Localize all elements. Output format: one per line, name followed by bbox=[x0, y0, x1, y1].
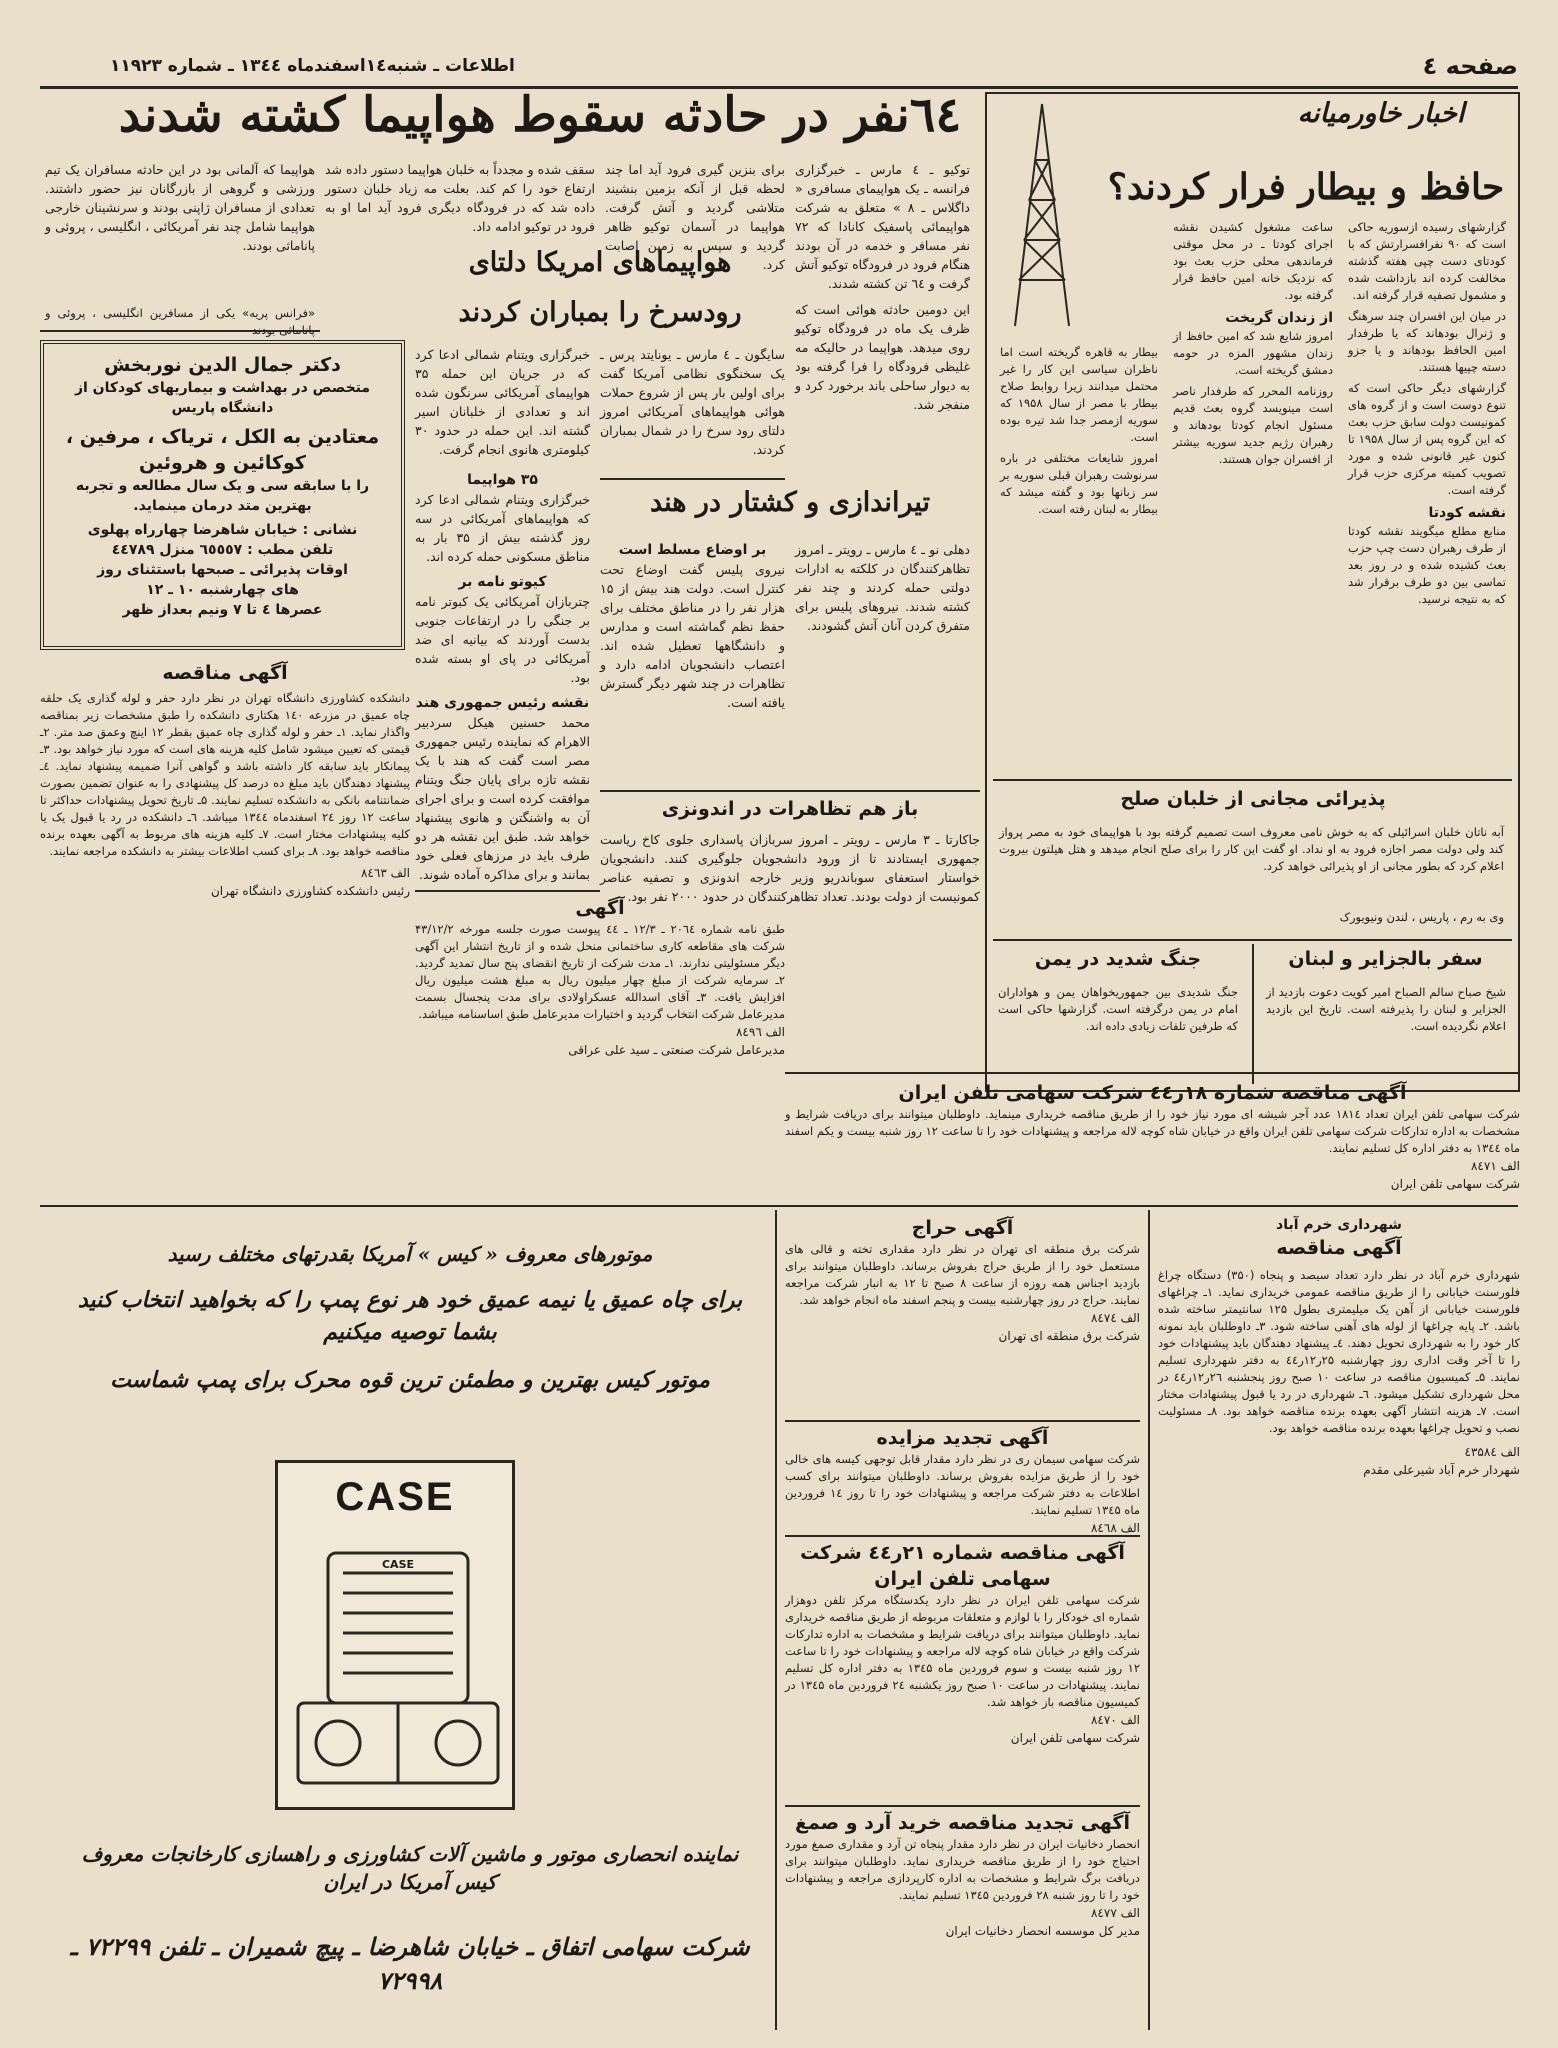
telephone-tender-21 bbox=[785, 1540, 1140, 1800]
company-notice bbox=[415, 895, 785, 1165]
khorramabad-tender bbox=[1158, 1215, 1520, 2030]
divider bbox=[785, 1072, 1520, 1074]
renewed-bid bbox=[785, 1425, 1140, 1535]
divider bbox=[600, 478, 785, 480]
khorramabad-body: شهرداری خرم آباد در نظر دارد تعداد سیصد و پنجاه (۳۵۰) دستگاه چراغ فلورسنت خیابانی را از طریق مناقصه عمومی خریداری نماید. ۱ـ چراغهای فلورسنت خیابانی از آهن یک میلیمتری بطول ۱۲۵ سانتیمتر ساخته شده باشد. ۲ـ پایه چراغها از لوله های آهنی ساخته شود. ۳ـ داوطلبان باید نمونه کار خود را به شهرداری تحویل دهند. ٤ـ پیشنهاد دهندگان باید پیشنهادات خود را تا آخر وقت اداری روز چهارشنبه ۲۵ر۱۲ر٤٤ به دفتر شهرداری تسلیم نمایند. ۵ـ کمیسیون مناقصه در ساعت ۱۰ صبح روز پنجشنبه ۲٦ر۱۲ر٤٤ در محل شهرداری تشکیل میشود. ٦ـ شهرداری در رد یا قبول پیشنهادات مختار است. ۷ـ هزینه انتشار آگهی بعهده برنده مناقصه خواهد بود. ۸ـ مسئولیت نصب و تحویل چراغها بعهده برنده مناقصه خواهد بود. bbox=[1158, 1268, 1521, 1435]
doctor-hours-3: عصرها ٤ تا ۷ ونیم بعداز ظهر bbox=[122, 602, 323, 618]
page-header bbox=[110, 52, 1518, 86]
engine-badge: CASE bbox=[368, 1558, 428, 1571]
algeria-headline: سفر بالجزایر و لبنان bbox=[1288, 948, 1483, 970]
vietnam-headline-2: رودسرخ را بمباران کردند bbox=[458, 297, 742, 328]
university-tender-ref: الف ۸٤٦٣ bbox=[360, 866, 410, 880]
university-tender-title: آگهی مناقصه bbox=[162, 662, 288, 684]
case-ad-line-5: شرکت سهامی اتفاق ـ خیابان شاهرضا ـ پیچ شمیران ـ تلفن ۷۲۲۹۹ ـ ۷۲۹۹۸ bbox=[70, 1932, 750, 1995]
yemen-text: جنگ شدیدی بین جمهوریخواهان یمن و هواداران امام در یمن درگرفته است. گزارشها حاکی است که طرفین تلفات زیادی داده اند. bbox=[998, 985, 1238, 1033]
vietnam-body-2: خبرگزاری ویتنام شمالی ادعا کرد که در جریان این حمله ۳۵ هواپیمای آمریکائی سرنگون شده اند و تعدادی از خلبانان اسیر گشته اند. این حمله در حدود ۳۰ کیلومتری هانوی انجام گرفت. bbox=[415, 347, 590, 457]
india-col-2: بر اوضاع مسلط است نیروی پلیس گفت اوضاع تحت کنترل است. دولت هند بیش از ۱۵ هزار نفر را در مناطق مختلف برای حفظ نظم گماشته است و مدارس و دانشگاهها تعطیل شده اند. اعتصاب دانشجویان ادامه دارد و تظاهرات در چند شهر دیگر گسترش یافته است. bbox=[600, 542, 785, 710]
auction-body: شرکت برق منطقه ای تهران در نظر دارد مقداری تخته و قالی های مستعمل خود را از طریق حراج بفروش برساند. داوطلبان میتوانند برای بازدید اجناس همه روزه از ساعت ۸ صبح تا ۱۲ به انبار شرکت مراجعه نمایند. حراج در روز چهارشنبه بیست و پنجم اسفند ماه انجام خواهد شد. bbox=[785, 1242, 1140, 1307]
auction-signature: شرکت برق منطقه ای تهران bbox=[998, 1329, 1140, 1343]
india-body-1: دهلی نو ـ ٤ مارس ـ رویتر ـ امروز تظاهرکنندگان در کلکته به ادارات دولتی حمله کردند و چند نفر کشته شدند. نیروهای پلیس برای متفرق کردن آنان آتش گشودند. bbox=[795, 542, 970, 633]
welcome-pilot-text: آبه ناتان خلبان اسرائیلی که به خوش نامی معروف است تصمیم گرفته بود با هواپیمای خود به مصر پرواز کند ولی دولت مصر اجازه فرود به او نداد. او گفت این کار را برای صلح انجام میدهد و هتل هیلتون بیروت اعلام کرد که بطور مجانی از او پذیرائی خواهد کرد. bbox=[999, 825, 1504, 873]
doctor-line-1: معتادین به الکل ، تریاک ، مرفین ، bbox=[65, 426, 380, 448]
indonesia-body: جاکارتا ـ ۳ مارس ـ رویتر ـ امروز سربازان پاسداری جلوی کاخ ریاست جمهوری ایستادند تا از ورود دانشجویان جلوگیری کنند. دانشجویان خواستار استعفای سوباندریو وزیر خارجه اندونزی و تصفیه عناصر کمونیست از دولت بودند. تعداد تظاهرکنندگان در حدود ۲۰۰۰ نفر بود. bbox=[600, 832, 981, 904]
khorramabad-signature: شهردار خرم آباد شیرعلی مقدم bbox=[1363, 1463, 1520, 1477]
crash-col-a: توکیو ـ ٤ مارس ـ خبرگزاری فرانسه ـ یک هواپیمای مسافری « داگلاس ـ ۸ » متعلق به شرکت هواپیمائی پاسفیک کانادا که ۷۲ نفر مسافر و خدمه در آن بودند هنگام فرود در فرودگاه توکیو آتش گرفت و ٦٤ تن کشته شدند. bbox=[795, 162, 970, 291]
case-tractor-illustration bbox=[275, 1460, 515, 1810]
tractor-engine-icon bbox=[288, 1533, 508, 1803]
crash-col-d: سقف شده و مجدداً به خلبان هواپیما دستور داده شد ارتفاع خود را کم کند. بعلت مه زیاد خلبان دستور داده شد که در فرودگاه دیگری فرود آید اما او به فرود در توکیو ادامه داد. bbox=[325, 162, 595, 234]
middle-east-col-3: بیطار به قاهره گریخته است اما ناظران سیاسی این کار را غیر محتمل میدانند زیرا روابط صلاح بیطار با مصر از سال ۱۹۵۸ که سوریه ازمصر جدا شد تیره بوده است. امروز شایعات مختلفی در باره سرنوشت رهبران قبلی سوریه بر سر زبانها بود و گفته میشد که بیطار به لبنان رفته است. bbox=[1000, 345, 1159, 516]
crash-col-c: برای بنزین گیری فرود آید اما چند لحظه قبل از آنکه بزمین بنشیند متلاشی گردید و آتش گرفت. هواپیما در آسمان توکیو ظاهر گردید و سپس به زمین اصابت کرد. bbox=[605, 162, 785, 272]
divider bbox=[785, 1420, 1140, 1422]
case-ad-line-2: برای چاه عمیق یا نیمه عمیق خود هر نوع پمپ را که بخواهید انتخاب کنید بشما توصیه میکنیم bbox=[77, 1287, 743, 1345]
vietnam-headline-1: هواپیماهای امریکا دلتای bbox=[468, 247, 732, 278]
sub-prison-escape: از زندان گریخت bbox=[1225, 310, 1333, 326]
case-ad-line-4: نماینده انحصاری موتور و ماشین آلات کشاورزی و راهسازی کارخانجات معروف کیس آمریکا در ایران bbox=[81, 1842, 739, 1894]
divider bbox=[775, 1210, 777, 2030]
notice-title: آگهی bbox=[575, 897, 625, 919]
sub-coup-plan: نقشه کودتا bbox=[1428, 505, 1506, 521]
auction-notice bbox=[785, 1215, 1140, 1415]
auction-ref: الف ۸٤۷٤ bbox=[1090, 1311, 1140, 1325]
doctor-line-2: کوکائین و هروئین bbox=[139, 452, 306, 474]
divider bbox=[40, 1205, 1518, 1207]
notice-ref: الف ۸٤۹٦ bbox=[735, 1025, 785, 1039]
university-tender-signature: رئیس دانشکده کشاورزی دانشگاه تهران bbox=[210, 884, 410, 898]
case-logo: CASE bbox=[335, 1475, 455, 1519]
telephone-21-ref: الف ۸٤۷۰ bbox=[1090, 1713, 1140, 1727]
doctor-name: دکتر جمال الدین نوربخش bbox=[104, 354, 341, 376]
telephone-18-ref: الف ۸٤۷۱ bbox=[1470, 1159, 1520, 1173]
doctor-hours-2: های چهارشنبه ۱۰ ـ ۱۲ bbox=[146, 582, 299, 598]
middle-east-section bbox=[985, 92, 1520, 1092]
doctor-hours-1: اوقات پذیرائی ـ صبحها باستثنای روز bbox=[97, 562, 348, 578]
algeria-text: شیخ صباح سالم الصباح امیر کویت دعوت بازدید از الجزایر و لبنان را پذیرفته است. تاریخ این بازدید اعلام نگردیده است. bbox=[1266, 985, 1506, 1033]
yemen-headline: جنگ شدید در یمن bbox=[1034, 948, 1202, 970]
divider bbox=[415, 890, 600, 892]
telephone-21-body: شرکت سهامی تلفن ایران در نظر دارد یکدستگاه مرکز تلفن دوهزار شماره ای خودکار را با لوازم و متعلقات مربوطه از طریق مناقصه خریداری نماید. داوطلبان میتوانند برای دریافت شرایط و مشخصات به اداره تدارکات شرکت واقع در خیابان شاه کوچه لاله مراجعه و پیشنهادات خود را تا ساعت ۱۲ روز شنبه بیست و سوم فروردین ماه ۱۳٤۵ به دفتر اداره کل تسلیم نمایند. پیشنهادات در ساعت ۱۰ صبح روز یکشنبه ۲٤ فروردین ماه ۱۳٤۵ در کمیسیون مناقصه باز خواهد شد. bbox=[785, 1593, 1140, 1709]
tobacco-signature: مدیر کل موسسه انحصار دخانیات ایران bbox=[945, 1924, 1140, 1938]
divider bbox=[785, 1535, 1140, 1537]
tobacco-ref: الف ۸٤۷۷ bbox=[1090, 1906, 1140, 1920]
vietnam-body-1: سایگون ـ ٤ مارس ـ یونایتد پرس ـ یک سخنگوی نظامی آمریکا گفت برای اولین بار پس از شروع حملات هوائی هواپیماهای آمریکائی امروز دلتای رود سرخ را در شمال بمباران کردند. bbox=[600, 347, 785, 457]
vietnam-col-2: ۳۵ هواپیما خبرگزاری ویتنام شمالی ادعا کرد که هواپیماهای آمریکائی در سه روز گذشته بیش از ۳۵ بار به مناطق مسکونی حمله کرده اند. کیوتو نامه بر چتربازان آمریکائی یک کبوتر نامه بر جنگی را در ارتفاعات جنوبی بدست آوردند که بیانیه ای ضد آمریکائی در پای او بسته شده بود. نقشه رئیس جمهوری هند محمد حسنین هیکل سردبیر الاهرام که نماینده رئیس جمهوری مصر است گفت که هند با یک نقشه تازه برای پایان جنگ ویتنام موافقت کرده است و برای اجرای آن به واشنگتن و هانوی پیشنهاد خواهد شد. طبق این نقشه هر دو طرف باید در مرزهای فعلی خود بمانند و برای مذاکره آماده شوند. bbox=[415, 472, 590, 882]
khorramabad-title: آگهی مناقصه bbox=[1276, 1237, 1402, 1259]
middle-east-headline: حافظ و بیطار فرار کردند؟ bbox=[1107, 166, 1505, 208]
page-number: صفحه ٤ bbox=[1422, 52, 1518, 80]
telephone-tender-18 bbox=[785, 1080, 1520, 1191]
sub-situation: بر اوضاع مسلط است bbox=[618, 542, 767, 558]
welcome-pilot-headline: پذیرائی مجانی از خلبان صلح bbox=[1120, 788, 1386, 810]
notice-body: طبق نامه شماره ۲۰٦٤ ـ ۱۲/۳ ـ ٤٤ پیوست صورت جلسه مورخه ۴۳/۱۲/۲ شرکت های مقاطعه کاری ساختمانی منحل شده و از تاریخ انتشار این آگهی دیگر مسئولیتی ندارند. ۱ـ مدت شرکت از تاریخ انقضای پنج سال تمدید گردید. ۲ـ سرمایه شرکت از مبلغ چهار میلیون ریال به مبلغ هشت میلیون ریال افزایش یافت. ۳ـ آقای اسدالله عسکراولادی برای مدت پنجسال بسمت مدیرعامل شرکت انتخاب گردید و اختیارات مدیرعامل طبق اساسنامه میباشد. bbox=[415, 922, 785, 1021]
telephone-21-title: آگهی مناقصه شماره ۲۱ر٤٤ شرکت سهامی تلفن ایران bbox=[800, 1542, 1125, 1590]
telephone-18-title: آگهی مناقصه شماره ۱۸ر٤٤ شرکت سهامی تلفن ایران bbox=[898, 1082, 1407, 1104]
crash-col-e: هواپیما که آلمانی بود در این حادثه مسافران یک تیم ورزشی و گروهی از بازرگانان نیز حضور داشتند. تعدادی از مسافران ژاپنی بودند و سرنشینان خارجی هواپیما شامل چند نفر آمریکائی ، انگلیسی ، پروئی و پاناماثی بودند. bbox=[45, 162, 315, 253]
telephone-21-signature: شرکت سهامی تلفن ایران bbox=[1010, 1731, 1140, 1745]
main-headline: ٦٤نفر در حادثه سقوط هواپیما کشته شدند bbox=[118, 87, 962, 143]
crash-col-b: این دومین حادثه هوائی است که ظرف یک ماه در فرودگاه توکیو روی میدهد. هواپیما در حالیکه مه غلیظی فرودگاه را فرا گرفته بود به دیوار ساحلی باند برخورد کرد و منفجر شد. bbox=[795, 302, 970, 412]
divider bbox=[993, 779, 1512, 781]
university-tender-body: دانشکده کشاورزی دانشگاه تهران در نظر دارد حفر و لوله گذاری یک حلقه چاه عمیق در مزرعه ۱٤۰ هکتاری دانشکده را طبق مشخصات زیر بمناقصه واگذار نماید. ۱ـ حفر و لوله گذاری چاه عمیق بقطر ۱۲ اینچ وعمق صد متر. ۲ـ قیمتی که تعیین میشود شامل کلیه هزینه های است که مورد نیاز خواهد بود. ۳ـ پیمانکار باید سابقه کار داشته باشد و گواهی آنرا ضمیمه پیشنهاد نماید. ٤ـ پیشنهاد دهندگان باید مبلغ ده درصد کل پیشنهادی را به عنوان تضمین بصورت ضمانتنامه بانکی به دانشکده تسلیم نمایند. ۵ـ تاریخ تحویل پیشنهادات حداکثر تا ساعت ۱۲ روز ۲٤ اسفندماه ۱۳٤٤ میباشد. ٦ـ دانشکده در رد یا قبول یک یا کلیه پیشنهادات مختار است. ۷ـ کلیه هزینه های مربوط به آگهی بعهده برنده مناقصه خواهد بود. ۸ـ برای کسب اطلاعات بیشتر به دانشکده مراجعه نمایند. bbox=[40, 691, 411, 858]
doctor-ad bbox=[40, 340, 405, 650]
divider bbox=[1148, 1210, 1150, 2030]
renewed-bid-ref: الف ۸٤٦۸ bbox=[1090, 1521, 1140, 1535]
section-title: اخبار خاورمیانه bbox=[1297, 98, 1465, 129]
telephone-18-signature: شرکت سهامی تلفن ایران bbox=[1390, 1177, 1520, 1191]
sub-india-plan: نقشه رئیس جمهوری هند bbox=[415, 695, 590, 711]
middle-east-col-1: گزارشهای رسیده ازسوریه حاکی است که ۹۰ نفرافسرارتش که با کودتای دست چپی هفته گذشته مخالفت کرده اند بازداشت شده و مشمول تصفیه قرار گرفته اند. در میان این افسران چند سرهنگ و ژنرال بودهاند که یا طرفدار امین الحافظ بودهاند و یا جزو دسته چپیها هستند. گزارشهای دیگر حاکی است که تنوع دوست است و از گروه های کمونیست دولت سابق حزب بعث که این گروه پس از سال ۱۹۵۸ تا کنون غیر قانونی شده و مورد تصویب کمیته مرکزی حزب قرار گرفته است. نقشه کودتا منابع مطلع میگویند نقشه کودتا از طرف رهبران دست چپ حزب بعث کشیده شده و در روز بعد تماسی بین دو طرف برقرار شد که به نتیجه نرسید. bbox=[1348, 220, 1506, 606]
divider bbox=[1252, 944, 1254, 1084]
divider bbox=[785, 1805, 1140, 1807]
doctor-phone: تلفن مطب : ٦٥٥٥۷ منزل ٤٤۷۸۹ bbox=[111, 542, 334, 558]
renewed-bid-title: آگهی تجدید مزایده bbox=[876, 1427, 1049, 1449]
india-headline: تیراندازی و کشتار در هند bbox=[649, 487, 931, 518]
case-ad-line-3: موتور کیس بهترین و مطمئن ترین قوه محرک برای پمپ شماست bbox=[110, 1367, 710, 1393]
divider bbox=[600, 790, 980, 792]
oil-derrick-icon bbox=[1007, 100, 1077, 330]
crash-col-e-tail: «فرانس پریه» یکی از مسافرین انگلیسی ، پروئی و bbox=[45, 306, 315, 320]
tobacco-title: آگهی تجدید مناقصه خرید آرد و صمغ bbox=[795, 1812, 1130, 1834]
notice-signature: مدیرعامل شرکت صنعتی ـ سید علی عراقی bbox=[568, 1043, 785, 1057]
welcome-pilot-end: وی به رم ، پاریس ، لندن ونیویورک bbox=[1339, 910, 1504, 924]
telephone-18-body: شرکت سهامی تلفن ایران تعداد ۱۸۱٤ عدد آجر شیشه ای مورد نیاز خود را از طریق مناقصه خریداری مینماید. داوطلبان میتوانند برای دریافت شرایط و مشخصات به اداره تدارکات شرکت سهامی تلفن ایران واقع در خیابان شاه کوچه لاله مراجعه و پیشنهادات خود را تا ساعت ۱۲ روز شنبه بیست و یکم اسفند ماه ۱۳٤٤ به دفتر اداره کل تسلیم نمایند. bbox=[785, 1107, 1520, 1155]
university-tender bbox=[40, 660, 410, 1165]
middle-east-col-2: ساعت مشغول کشیدن نقشه اجرای کودتا ـ در محل موقتی فرماندهی محلی حزب بعث بود که نزدیک خانه امین حافظ قرار گرفته بود. از زندان گریخت امروز شایع شد که امین حافظ از زندان مشهور المزه در حومه دمشق گریخته است. روزنامه المحرر که طرفدار ناصر است مینویسد گروه بعث قدیم مسئول انجام کودتا بودهاند و رهبران رژیم جدید سوریه بیشتر از افسران جوان هستند. bbox=[1173, 220, 1333, 466]
auction-title: آگهی حراج bbox=[911, 1217, 1014, 1239]
doctor-address: نشانی : خیابان شاهرضا چهارراه پهلوی bbox=[87, 522, 358, 538]
divider bbox=[993, 939, 1512, 941]
renewed-bid-body: شرکت سهامی سیمان ری در نظر دارد مقدار قابل توجهی کیسه های خالی خود را از طریق مزایده بفروش برساند. داوطلبان میتوانند برای کسب اطلاعات به دفتر شرکت مراجعه و پیشنهادات خود را تا روز ۱٤ فروردین ماه ۱۳٤۵ تسلیم نمایند. bbox=[785, 1452, 1140, 1517]
doctor-line-3: را با سابقه سی و یک سال مطالعه و تجربه بهترین متد درمان مینماید. bbox=[75, 478, 370, 514]
divider bbox=[40, 330, 320, 332]
doctor-title: متخصص در بهداشت و بیماریهای کودکان از دانشگاه پاریس bbox=[74, 380, 371, 416]
masthead-date: اطلاعات ـ شنبه۱٤اسفندماه ۱۳٤٤ ـ شماره ۱۱۹۲۳ bbox=[110, 56, 515, 76]
sub-pigeon: کیوتو نامه بر bbox=[458, 574, 547, 590]
sub-35-planes: ۳۵ هواپیما bbox=[467, 472, 538, 488]
case-ad bbox=[60, 1240, 760, 2020]
khorramabad-ref: الف ٤۳۵۸٤ bbox=[1464, 1445, 1520, 1459]
indonesia-headline: باز هم تظاهرات در اندونزی bbox=[661, 798, 919, 820]
tobacco-tender bbox=[785, 1810, 1140, 2030]
case-ad-line-1: موتورهای معروف « کیس » آمریکا بقدرتهای مختلف رسید bbox=[167, 1242, 653, 1266]
khorramabad-heading: شهرداری خرم آباد bbox=[1276, 1217, 1402, 1233]
tobacco-body: انحصار دخانیات ایران در نظر دارد مقدار پنجاه تن آرد و مقداری صمغ مورد احتیاج خود را از طریق مناقصه خریداری نماید. داوطلبان میتوانند برای دریافت برگ شرایط و مشخصات به اداره کارپردازی مراجعه و پیشنهادات خود را تا روز شنبه ۲۸ فروردین ۱۳٤۵ تسلیم نمایند. bbox=[785, 1837, 1140, 1902]
